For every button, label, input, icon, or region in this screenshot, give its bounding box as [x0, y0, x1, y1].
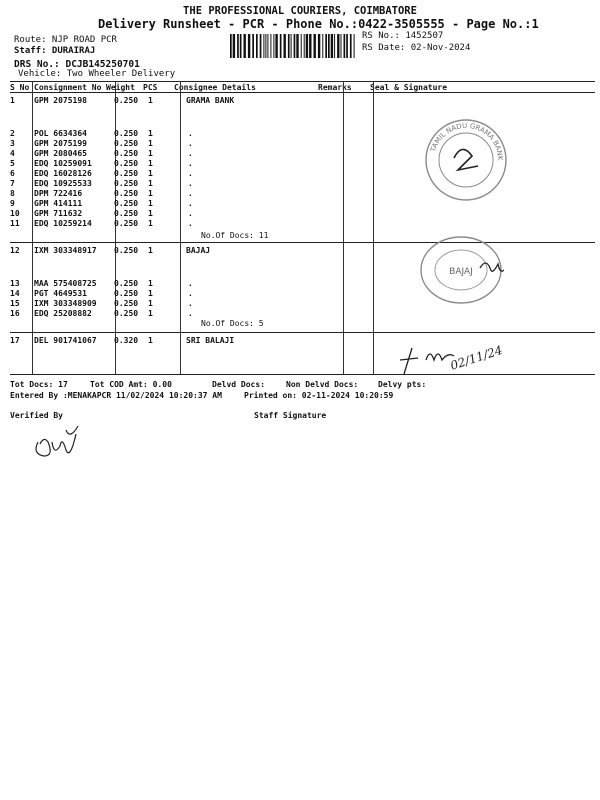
- non-delvd-docs: Non Delvd Docs:: [286, 380, 359, 389]
- tot-docs: Tot Docs: 17: [10, 380, 68, 389]
- cell-sno: 2: [10, 129, 15, 138]
- cell-weight: 0.250: [114, 179, 139, 188]
- svg-text:BAJAJ: BAJAJ: [449, 267, 473, 277]
- cell-pcs: 1: [148, 169, 153, 178]
- cell-weight: 0.250: [114, 96, 139, 105]
- cell-consignment: GPM 2075198: [34, 96, 87, 105]
- docs-count: No.Of Docs: 5: [201, 319, 264, 328]
- cell-consignment: GPM 2075199: [34, 139, 87, 148]
- consignee-name: BAJAJ: [186, 246, 211, 255]
- delvd-docs: Delvd Docs:: [212, 380, 265, 389]
- cell-sno: 8: [10, 189, 15, 198]
- barcode: [230, 34, 355, 58]
- cell-weight: 0.250: [114, 289, 139, 298]
- cell-weight: 0.250: [114, 139, 139, 148]
- route-line: Route: NJP ROAD PCR: [14, 35, 117, 45]
- entered-by: Entered By :MENAKAPCR 11/02/2024 10:20:37 AM: [10, 391, 222, 400]
- cell-weight: 0.250: [114, 149, 139, 158]
- cell-pcs: 1: [148, 309, 153, 318]
- cell-details: .: [188, 219, 193, 228]
- cell-consignment: EDQ 10925533: [34, 179, 92, 188]
- rs-date: RS Date: 02-Nov-2024: [362, 43, 471, 53]
- cell-weight: 0.250: [114, 299, 139, 308]
- table-row: [10, 309, 590, 319]
- rs-number: RS No.: 1452507: [362, 31, 444, 41]
- cell-pcs: 1: [148, 149, 153, 158]
- header-weight: Weight: [106, 83, 135, 92]
- cell-sno: 15: [10, 299, 20, 308]
- cell-pcs: 1: [148, 246, 153, 255]
- cell-weight: 0.250: [114, 189, 139, 198]
- cell-pcs: 1: [148, 96, 153, 105]
- cell-weight: 0.250: [114, 246, 139, 255]
- svg-text:02/11/24: 02/11/24: [448, 342, 505, 373]
- cell-details: .: [188, 139, 193, 148]
- cell-sno: 16: [10, 309, 20, 318]
- cell-pcs: 1: [148, 179, 153, 188]
- signature-labels: [10, 411, 590, 421]
- cell-consignment: PGT 4649531: [34, 289, 87, 298]
- cell-weight: 0.250: [114, 279, 139, 288]
- consignee-name: GRAMA BANK: [186, 96, 235, 105]
- cell-sno: 7: [10, 179, 15, 188]
- bank-stamp: [424, 118, 508, 202]
- cell-details: .: [188, 169, 193, 178]
- cell-details: .: [188, 279, 193, 288]
- cell-weight: 0.320: [114, 336, 139, 345]
- header-seal: Seal & Signature: [370, 83, 448, 92]
- delvy-pts: Delvy pts:: [378, 380, 427, 389]
- header-consignment: Consignment No: [34, 83, 102, 92]
- cell-details: .: [188, 289, 193, 298]
- cell-sno: 12: [10, 246, 20, 255]
- runsheet-title: Delivery Runsheet - PCR - Phone No.:0422-3505555 - Page No.:1: [98, 17, 539, 31]
- cell-consignment: IXM 303348909: [34, 299, 97, 308]
- vehicle-line: Vehicle: Two Wheeler Delivery: [18, 69, 176, 79]
- cell-weight: 0.250: [114, 209, 139, 218]
- verified-by: Verified By: [10, 411, 63, 420]
- cell-sno: 6: [10, 169, 15, 178]
- cell-sno: 17: [10, 336, 20, 345]
- cell-sno: 11: [10, 219, 20, 228]
- table-row: [10, 96, 590, 106]
- cell-sno: 9: [10, 199, 15, 208]
- company-title: THE PROFESSIONAL COURIERS, COIMBATORE: [183, 5, 417, 17]
- docs-count: No.Of Docs: 11: [201, 231, 269, 240]
- cell-consignment: GPM 2080465: [34, 149, 87, 158]
- cell-pcs: 1: [148, 209, 153, 218]
- cell-pcs: 1: [148, 199, 153, 208]
- table-row: [10, 209, 590, 219]
- cell-consignment: EDQ 16028126: [34, 169, 92, 178]
- entered-line: [10, 391, 590, 401]
- cell-consignment: EDQ 10259091: [34, 159, 92, 168]
- cell-consignment: DEL 901741067: [34, 336, 97, 345]
- cell-pcs: 1: [148, 139, 153, 148]
- cell-pcs: 1: [148, 159, 153, 168]
- totals-line: [10, 380, 590, 390]
- cell-consignment: EDQ 10259214: [34, 219, 92, 228]
- table-row: [10, 129, 590, 139]
- cell-details: .: [188, 149, 193, 158]
- header-sno: S No: [10, 83, 30, 92]
- cell-weight: 0.250: [114, 129, 139, 138]
- cell-details: .: [188, 309, 193, 318]
- cell-details: .: [188, 129, 193, 138]
- cell-sno: 3: [10, 139, 15, 148]
- cell-sno: 13: [10, 279, 20, 288]
- cell-weight: 0.250: [114, 159, 139, 168]
- cell-pcs: 1: [148, 289, 153, 298]
- header-pcs: PCS: [143, 83, 158, 92]
- cell-consignment: IXM 303348917: [34, 246, 97, 255]
- cell-details: .: [188, 179, 193, 188]
- cell-sno: 14: [10, 289, 20, 298]
- tot-cod: Tot COD Amt: 0.00: [90, 380, 172, 389]
- cell-consignment: GPM 414111: [34, 199, 83, 208]
- cell-pcs: 1: [148, 189, 153, 198]
- cell-pcs: 1: [148, 129, 153, 138]
- group-rule: [10, 242, 595, 243]
- table-row: [10, 299, 590, 309]
- cell-consignment: MAA 575408725: [34, 279, 97, 288]
- cell-pcs: 1: [148, 219, 153, 228]
- table-row: [10, 199, 590, 209]
- table-row: [10, 279, 590, 289]
- table-row: [10, 189, 590, 199]
- cell-sno: 10: [10, 209, 20, 218]
- cell-details: .: [188, 189, 193, 198]
- cell-weight: 0.250: [114, 219, 139, 228]
- header-remarks: Remarks: [318, 83, 352, 92]
- table-row: [10, 289, 590, 299]
- cell-pcs: 1: [148, 279, 153, 288]
- table-top-rule: [10, 81, 595, 82]
- table-header: [10, 83, 590, 93]
- cell-consignment: POL 6634364: [34, 129, 87, 138]
- table-row: [10, 246, 590, 256]
- cell-consignment: GPM 711632: [34, 209, 83, 218]
- cell-sno: 4: [10, 149, 15, 158]
- cell-weight: 0.250: [114, 199, 139, 208]
- cell-pcs: 1: [148, 336, 153, 345]
- cell-details: .: [188, 209, 193, 218]
- staff-signature-label: Staff Signature: [254, 411, 327, 420]
- cell-weight: 0.250: [114, 309, 139, 318]
- delivery-signature: [398, 330, 508, 380]
- printed-on: Printed on: 02-11-2024 10:20:59: [244, 391, 394, 400]
- cell-consignment: EDQ 25208882: [34, 309, 92, 318]
- cell-sno: 1: [10, 96, 15, 105]
- staff-line: Staff: DURAIRAJ: [14, 46, 96, 56]
- consignee-name: SRI BALAJI: [186, 336, 235, 345]
- drs-number: DRS No.: DCJB145250701: [14, 59, 140, 70]
- svg-text:TAMIL NADU GRAMA BANK: TAMIL NADU GRAMA BANK: [429, 121, 505, 161]
- header-consignee: Consignee Details: [174, 83, 256, 92]
- verified-signature: [30, 422, 90, 467]
- bajaj-stamp: [418, 234, 504, 306]
- cell-details: .: [188, 199, 193, 208]
- cell-details: .: [188, 159, 193, 168]
- table-row: [10, 179, 590, 189]
- cell-pcs: 1: [148, 299, 153, 308]
- table-row: [10, 219, 590, 229]
- cell-consignment: DPM 722416: [34, 189, 83, 198]
- cell-details: .: [188, 299, 193, 308]
- cell-sno: 5: [10, 159, 15, 168]
- cell-weight: 0.250: [114, 169, 139, 178]
